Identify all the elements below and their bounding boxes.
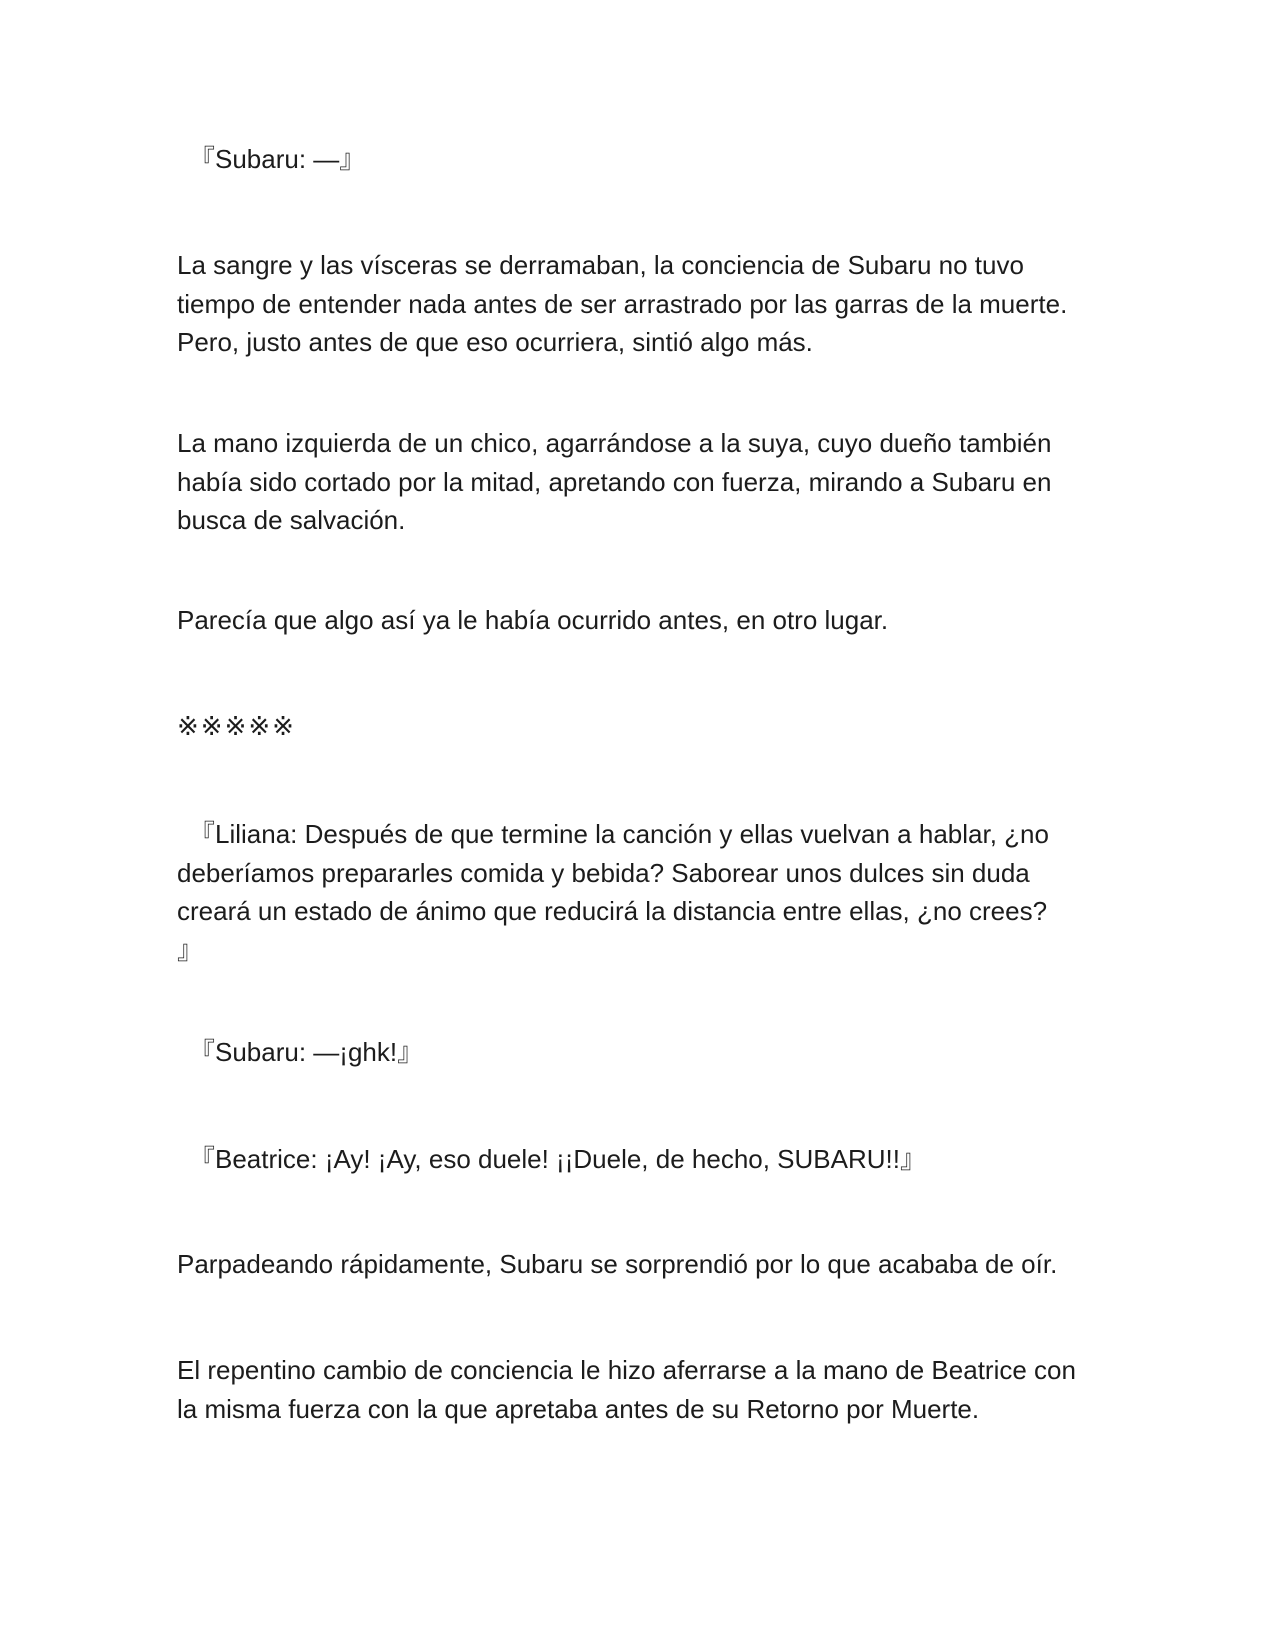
scene-separator — [177, 707, 1107, 746]
narration-paragraph-2 — [177, 424, 1107, 540]
text-line: La sangre y las vísceras se derramaban, la conciencia de Subaru no tuvo — [177, 250, 1024, 280]
narration-paragraph-3 — [177, 601, 1107, 640]
dialogue-beatrice — [177, 1140, 1119, 1179]
text-line: Parecía que algo así ya le había ocurrido antes, en otro lugar. — [177, 605, 889, 635]
text-line: 『Subaru: —』 — [189, 144, 366, 174]
text-line: busca de salvación. — [177, 505, 406, 535]
separator-marks: ※※※※※ — [177, 711, 296, 741]
text-line: la misma fuerza con la que apretaba antes de su Retorno por Muerte. — [177, 1393, 980, 1424]
text-line: 『Beatrice: ¡Ay! ¡Ay, eso duele! ¡¡Duele, de hecho, SUBARU!!』 — [189, 1144, 926, 1174]
text-line: La mano izquierda de un chico, agarrándose a la suya, cuyo dueño también — [177, 428, 1052, 458]
text-line: El repentino cambio de conciencia le hizo aferrarse a la mano de Beatrice con — [177, 1355, 1076, 1385]
text-line: tiempo de entender nada antes de ser arrastrado por las garras de la muerte. — [177, 288, 1068, 319]
text-line: 『Subaru: —¡ghk!』 — [189, 1037, 424, 1067]
text-line: Pero, justo antes de que eso ocurriera, sintió algo más. — [177, 327, 813, 357]
text-line: deberíamos prepararles comida y bebida? Saborear unos dulces sin duda — [177, 857, 1030, 888]
text-line: creará un estado de ánimo que reducirá la distancia entre ellas, ¿no crees? — [177, 896, 1048, 926]
dialogue-subaru-1 — [177, 140, 1119, 179]
narration-paragraph-5 — [177, 1351, 1107, 1428]
text-line: 『Liliana: Después de que termine la canción y ellas vuelvan a hablar, ¿no — [189, 819, 1049, 849]
dialogue-subaru-2 — [177, 1033, 1119, 1072]
text-line: había sido cortado por la mitad, apretando con fuerza, mirando a Subaru en — [177, 466, 1052, 497]
text-line: 』 — [177, 934, 204, 965]
text-line: Parpadeando rápidamente, Subaru se sorprendió por lo que acababa de oír. — [177, 1249, 1058, 1279]
narration-paragraph-1 — [177, 246, 1107, 362]
dialogue-liliana — [177, 815, 1107, 969]
narration-paragraph-4 — [177, 1245, 1107, 1284]
